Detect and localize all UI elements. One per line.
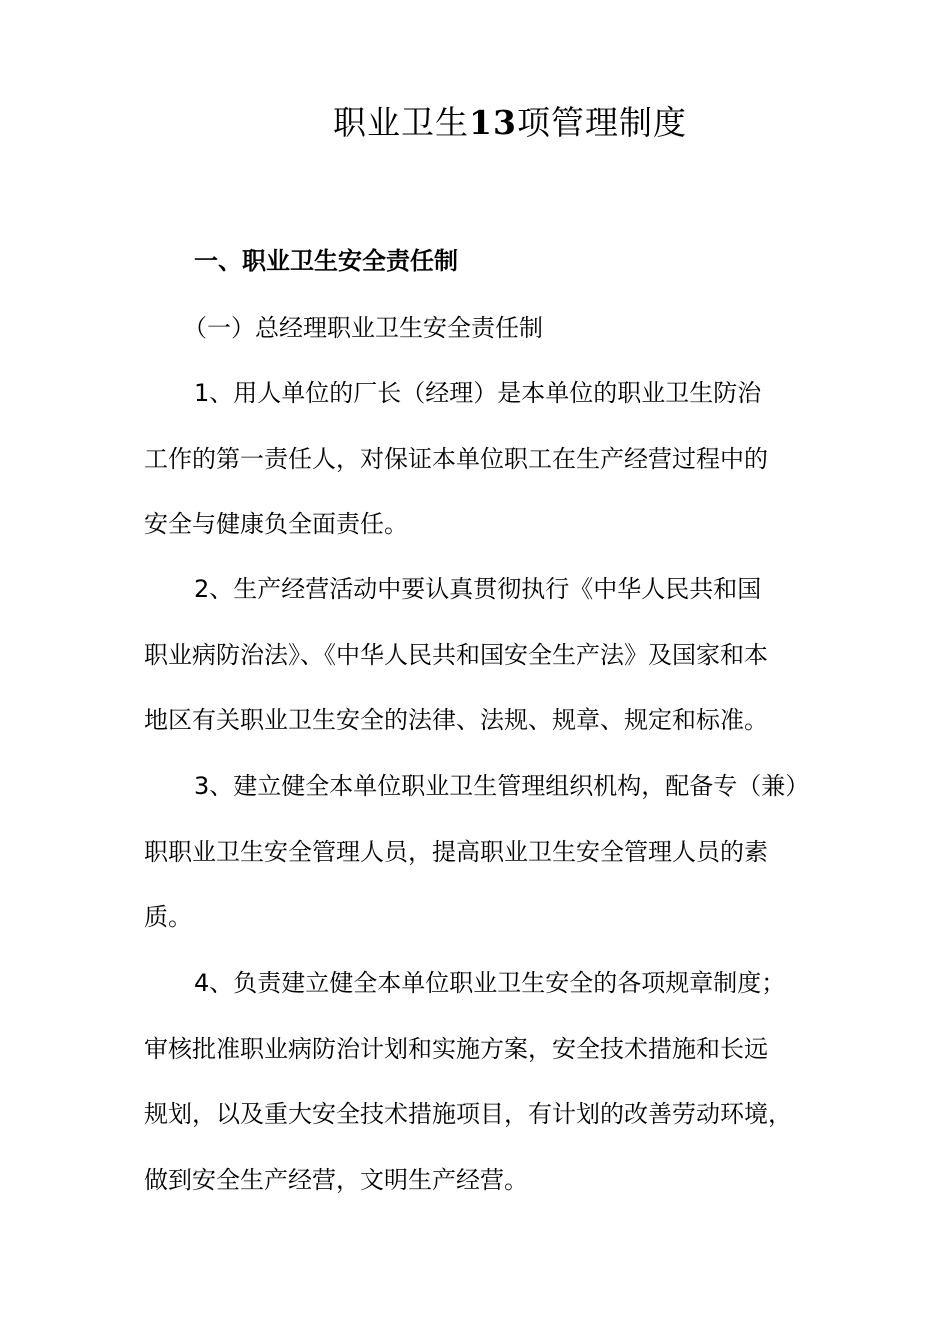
- title-number: 13: [469, 103, 517, 142]
- section-heading: 一、职业卫生安全责任制: [194, 247, 458, 275]
- paragraph-4-line-3: 规划，以及重大安全技术措施项目，有计划的改善劳动环境，: [144, 1100, 792, 1128]
- title-prefix: 职业卫生: [333, 103, 470, 142]
- paragraph-4-line-1: 4、负责建立健全本单位职业卫生安全的各项规章制度；: [194, 969, 786, 997]
- paragraph-2-line-1: 2、生产经营活动中要认真贯彻执行《中华人民共和国: [194, 575, 762, 603]
- subsection-heading: （一）总经理职业卫生安全责任制: [183, 314, 543, 342]
- paragraph-2-line-2: 职业病防治法》、《中华人民共和国安全生产法》及国家和本: [144, 641, 768, 669]
- paragraph-1-line-3: 安全与健康负全面责任。: [144, 510, 408, 538]
- paragraph-1-line-2: 工作的第一责任人，对保证本单位职工在生产经营过程中的: [144, 445, 768, 473]
- paragraph-3-line-3: 质。: [144, 903, 192, 931]
- paragraph-3-line-2: 职职业卫生安全管理人员，提高职业卫生安全管理人员的素: [144, 838, 768, 866]
- paragraph-1-line-1: 1、用人单位的厂长（经理）是本单位的职业卫生防治: [194, 379, 762, 407]
- paragraph-4-line-4: 做到安全生产经营，文明生产经营。: [144, 1166, 528, 1194]
- paragraph-4-line-2: 审核批准职业病防治计划和实施方案，安全技术措施和长远: [144, 1035, 768, 1063]
- document-title: [0, 100, 950, 146]
- paragraph-2-line-3: 地区有关职业卫生安全的法律、法规、规章、规定和标准。: [144, 706, 768, 734]
- paragraph-3-line-1: 3、建立健全本单位职业卫生管理组织机构，配备专（兼）: [194, 772, 810, 800]
- title-suffix: 项管理制度: [516, 103, 687, 142]
